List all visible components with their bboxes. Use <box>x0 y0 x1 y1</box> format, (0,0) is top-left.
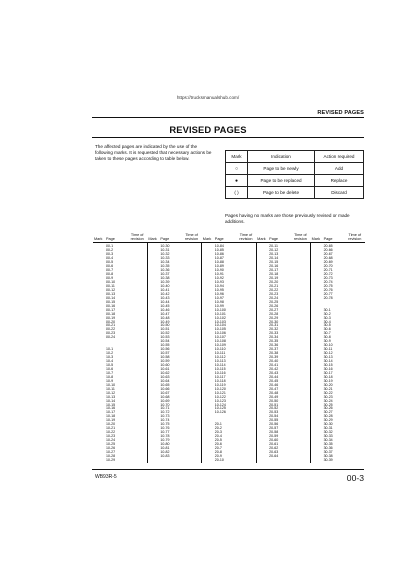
column-header-time: Time of revision <box>126 233 147 243</box>
page-list-text: 00-1 00-2 00-3 00-4 00-5 00-6 00-7 00-8 00-9 00-10 00-11 00-12 00-13 00-14 00-15 00-16 00-17 00-18 00-19 00-20 00-21 00-22 00-23 00-24 10-1 10-2 10-3 10-4 10-5 10-6 10-7 10-8 10-9 10-10 10-11 10-12 10-13 10-14 10-15 10-16 10-17 10-18 10-19 10-20 10-21 10-22 10-23 10-24 10-25 10-26 10-27 10-28 10-29 <box>106 244 116 462</box>
legend-action: Add <box>315 163 364 175</box>
legend-indication: Page to be replaced <box>248 175 315 187</box>
column-header-mark: Mark <box>311 233 323 243</box>
time-column <box>126 243 147 463</box>
column-header-page: Page <box>268 233 289 243</box>
legend-row-discard <box>226 187 364 199</box>
mark-column <box>93 243 105 463</box>
page-list-4 <box>268 243 289 463</box>
legend-note: Pages having no marks are those previously revised or made additions. <box>225 213 350 225</box>
legend-header-mark: Mark <box>226 151 248 163</box>
page-list-3 <box>214 243 235 463</box>
page-list-text: 20-65 20-66 20-67 20-68 20-69 20-70 20-71 20-72 20-73 20-74 20-75 20-76 20-77 20-78 30-1 30-2 30-3 30-4 30-5 30-6 30-7 30-8 30-9 30-10 30-11 30-12 30-13 30-14 30-15 30-16 30-17 30-18 30-19 30-20 30-21 30-22 30-23 30-24 30-25 30-26 30-27 30-28 30-29 30-30 30-31 30-32 30-33 30-34 30-35 30-36 30-37 30-38 30-39 <box>323 244 333 462</box>
time-column <box>235 243 256 463</box>
mark-column <box>147 243 159 463</box>
page-list-1 <box>105 243 126 463</box>
column-header-page: Page <box>105 233 126 243</box>
pages-header-row <box>93 233 365 243</box>
time-column <box>180 243 201 463</box>
legend-header-action: Action required <box>315 151 364 163</box>
column-header-mark: Mark <box>202 233 214 243</box>
column-header-time: Time of revision <box>235 233 256 243</box>
time-column <box>344 243 365 463</box>
revised-pages-table <box>93 233 365 463</box>
page-list-text: 10-84 10-85 10-86 10-87 10-88 10-89 10-90 10-91 10-92 10-93 10-94 10-95 10-96 10-97 10-98 10-99 10-100 10-101 10-102 10-103 10-104 10-105 10-106 10-107 10-108 10-109 10-110 10-111 10-112 10-113 10-114 10-115 10-116 10-117 10-118 10-119 10-120 10-121 10-122 10-123 10-124 10-125 10-126 20-1 20-2 20-3 20-4 20-5 20-6 20-7 20-8 20-9 20-10 <box>214 244 226 462</box>
mark-column <box>311 243 323 463</box>
column-header-page: Page <box>159 233 180 243</box>
parentheses-mark: ( ) <box>226 187 248 199</box>
source-url[interactable]: https://trucksmanualshub.com/ <box>176 95 240 100</box>
page-list-5 <box>323 243 344 463</box>
column-header-mark: Mark <box>93 233 105 243</box>
pages-body-row <box>93 243 365 463</box>
legend-header-indication: Indication <box>248 151 315 163</box>
page-list-text: 20-11 20-12 20-13 20-14 20-15 20-16 20-17 20-18 20-19 20-20 20-21 20-22 20-23 20-24 20-25 20-26 20-27 20-28 20-29 20-30 20-31 20-32 20-33 20-34 20-35 20-36 20-37 20-38 20-39 20-40 20-41 20-42 20-43 20-44 20-45 20-46 20-47 20-48 20-49 20-50 20-51 20-52 20-53 20-54 20-55 20-56 20-57 20-58 20-59 20-60 20-61 20-62 20-63 20-64 <box>269 244 279 458</box>
column-header-time: Time of revision <box>289 233 310 243</box>
filled-circle-icon: ● <box>226 175 248 187</box>
legend-row-replace <box>226 175 364 187</box>
model-number: WB93R-5 <box>95 474 117 480</box>
page-title: REVISED PAGES <box>169 124 247 135</box>
page-list-2 <box>159 243 180 463</box>
legend-header-row <box>226 151 364 163</box>
legend-table <box>225 150 364 199</box>
page-list-text: 10-30 10-31 10-32 10-33 10-34 10-35 10-36 10-37 10-38 10-39 10-40 10-41 10-42 10-43 10-44 10-45 10-46 10-47 10-48 10-49 10-50 10-51 10-52 10-53 10-54 10-55 10-56 10-57 10-58 10-59 10-60 10-61 10-62 10-63 10-64 10-65 10-66 10-67 10-68 10-69 10-70 10-71 10-72 10-73 10-74 10-75 10-76 10-77 10-78 10-79 10-80 10-81 10-82 10-83 <box>160 244 170 458</box>
page-number: 00-3 <box>346 473 364 483</box>
header-title: REVISED PAGES <box>317 110 364 116</box>
column-header-mark: Mark <box>256 233 268 243</box>
legend-action: Discard <box>315 187 364 199</box>
intro-paragraph: The affected pages are indicated by the use of the following marks. It is requested that necessary actions be taken to these pages according to table below. <box>95 144 212 162</box>
column-header-time: Time of revision <box>180 233 201 243</box>
header-rule <box>92 117 364 118</box>
title-rule <box>92 137 364 138</box>
legend-indication: Page to be newly <box>248 163 315 175</box>
column-header-page: Page <box>214 233 235 243</box>
column-header-time: Time of revision <box>344 233 365 243</box>
legend-row-add <box>226 163 364 175</box>
column-header-mark: Mark <box>147 233 159 243</box>
mark-column <box>202 243 214 463</box>
column-header-page: Page <box>323 233 344 243</box>
legend-action: Replace <box>315 175 364 187</box>
mark-column <box>256 243 268 463</box>
footer-rule <box>92 469 364 470</box>
legend-indication: Page to be delete <box>248 187 315 199</box>
open-circle-icon: ○ <box>226 163 248 175</box>
time-column <box>289 243 310 463</box>
